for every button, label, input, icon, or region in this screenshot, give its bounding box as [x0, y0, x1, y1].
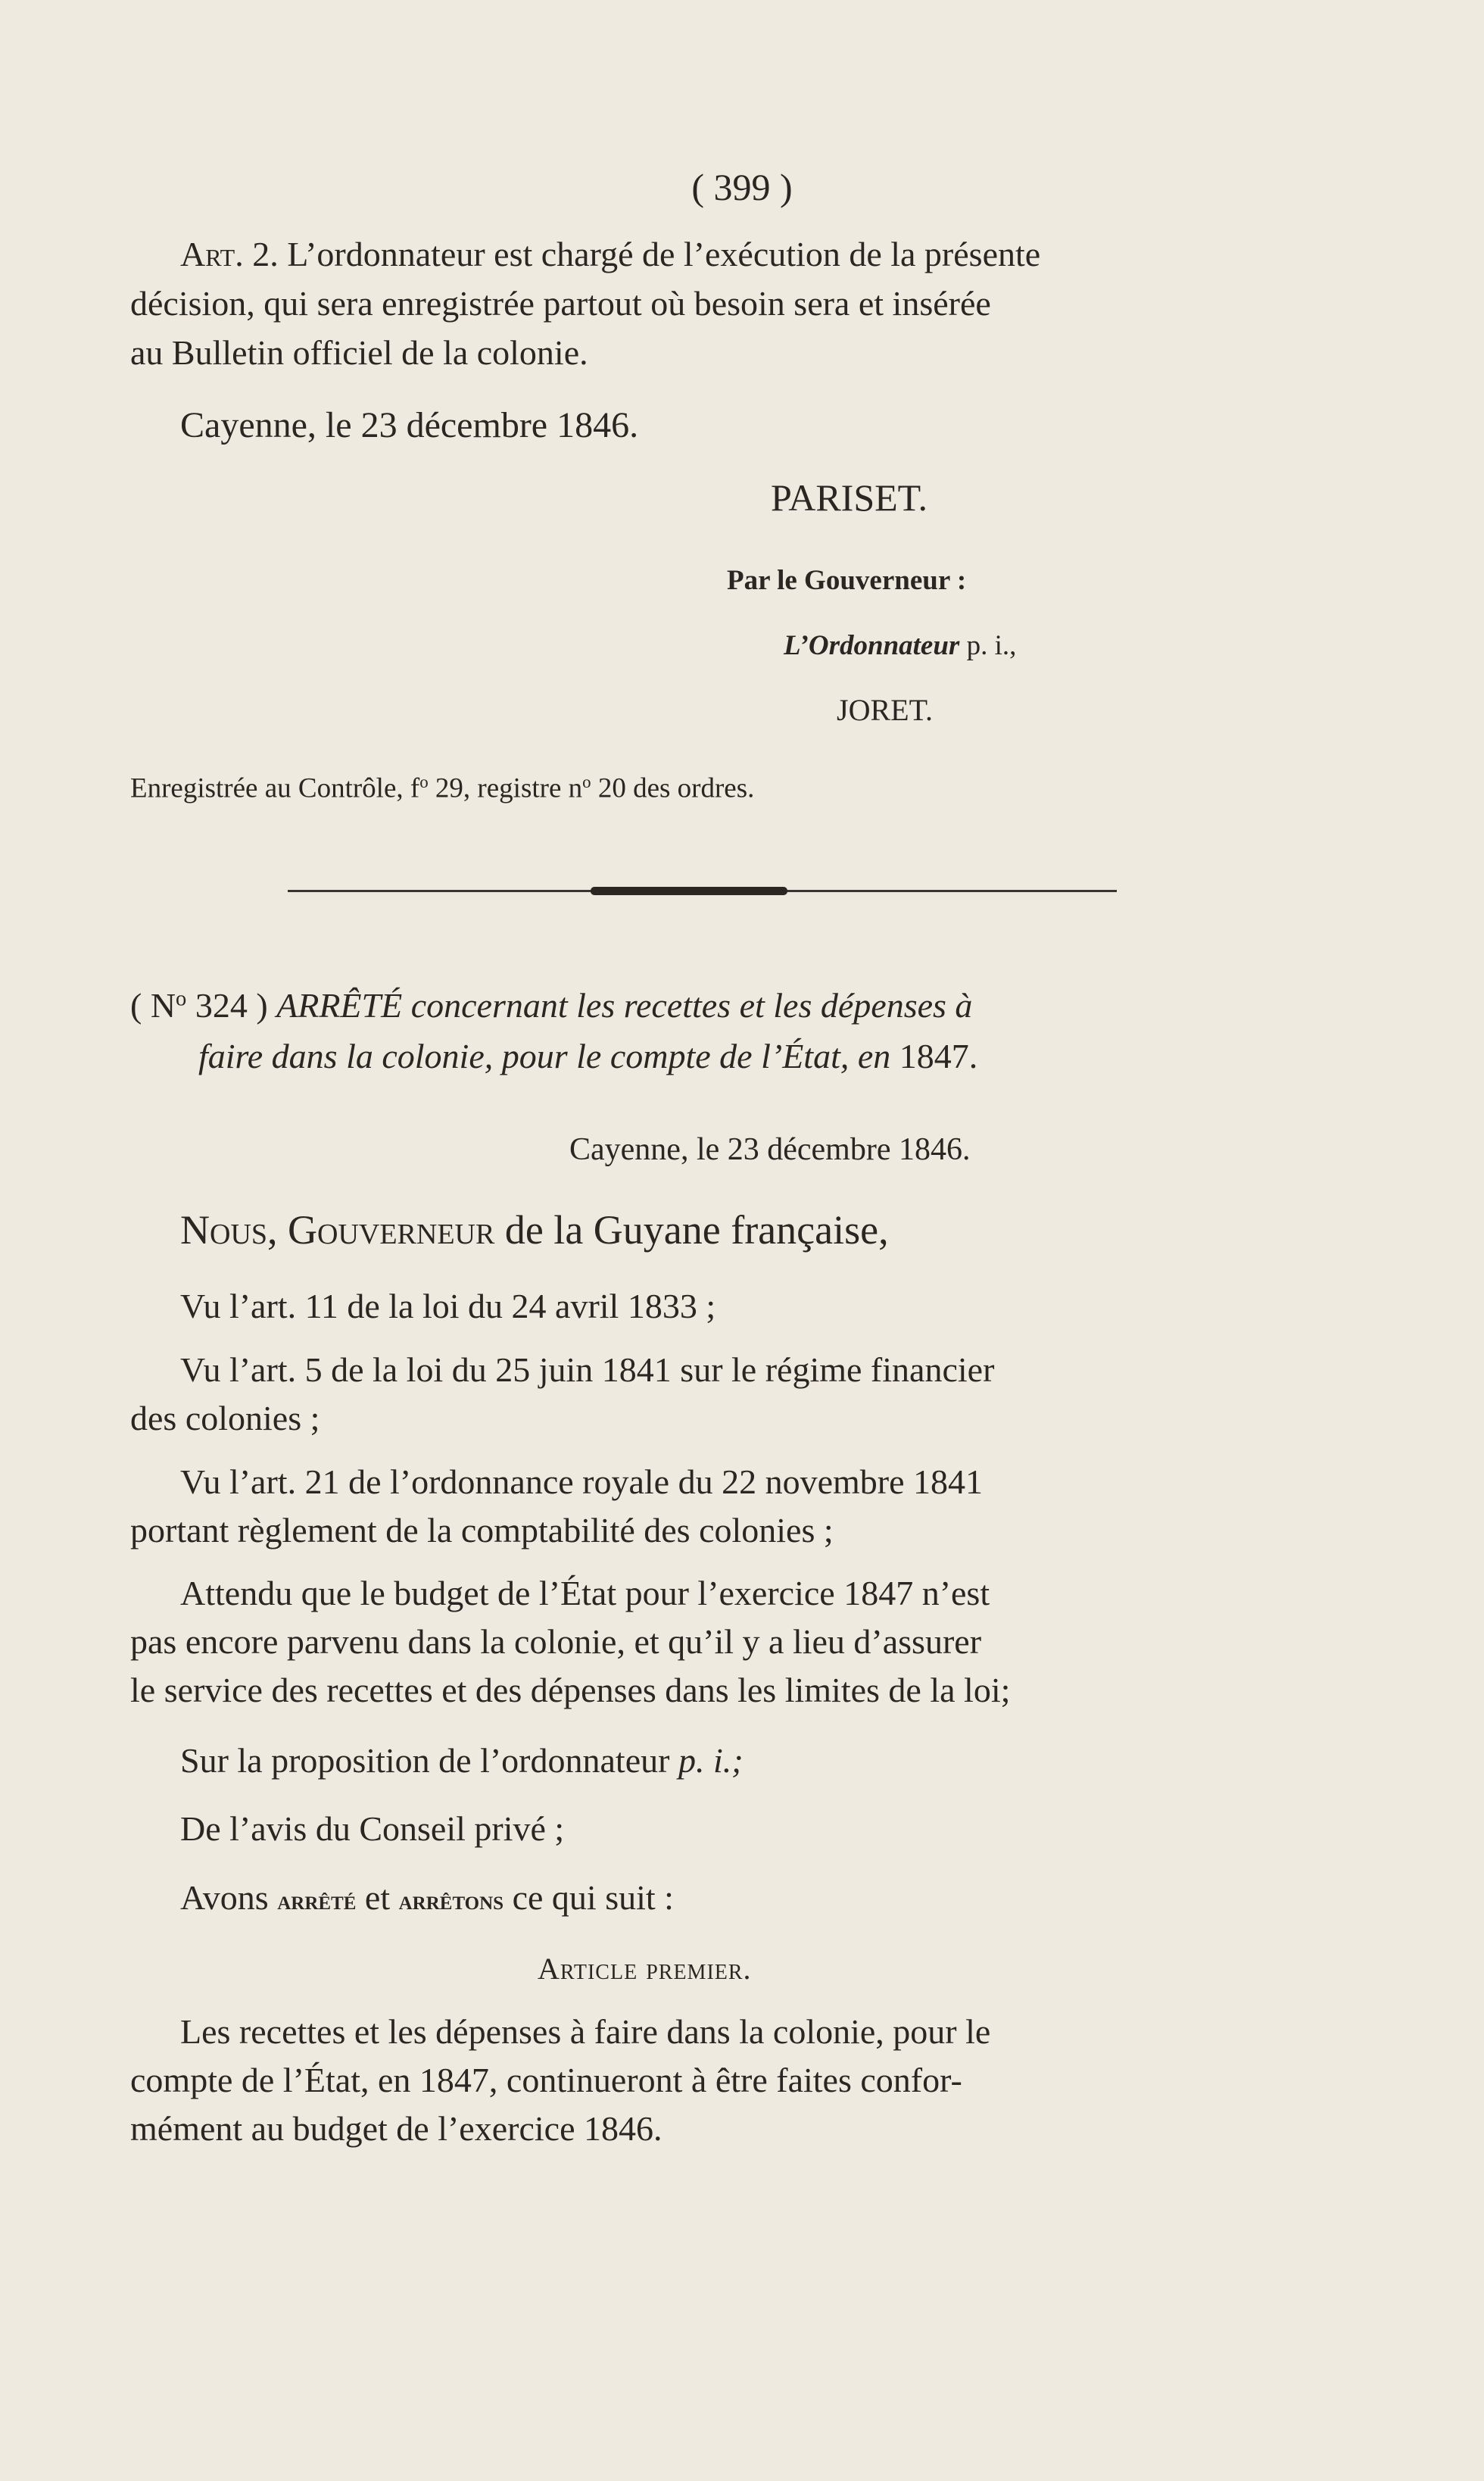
art2-line2: décision, qui sera enregistrée partout où besoin sera et insérée [130, 284, 991, 323]
art2-line1 [180, 237, 1040, 272]
decree-title-line2 [198, 1039, 977, 1074]
sur-proposition-text: Sur la proposition de l’ordonnateur [180, 1741, 678, 1780]
decree-number-prefix: ( N [130, 986, 176, 1025]
art2-line1-text: L’ordonnateur est chargé de l’exécution de la présente [278, 235, 1041, 273]
vu-ordonnance-line1: Vu l’art. 21 de l’ordonnance royale du 22 novembre 1841 [180, 1462, 984, 1501]
et-word: et [356, 1878, 399, 1917]
vu-ordonnance-line2: portant règlement de la comptabilité des colonies ; [130, 1511, 834, 1549]
decree-year: 1847. [890, 1037, 978, 1075]
sur-proposition-abbrev: p. i.; [678, 1741, 744, 1780]
nous-small-caps: Nous, Gouverneur [180, 1207, 495, 1253]
decree-title-line1 [130, 988, 972, 1023]
place-date-2: Cayenne, le 23 décembre 1846. [569, 1132, 971, 1167]
nous-gouverneur [180, 1207, 889, 1253]
avons-word: Avons [180, 1878, 278, 1917]
art2-label: Art. 2. [180, 235, 279, 273]
art2-line3: au Bulletin officiel de la colonie. [130, 333, 588, 372]
vu-loi-1841-line2: des colonies ; [130, 1399, 320, 1437]
final-line2: compte de l’État, en 1847, continueront à être faites confor- [130, 2061, 962, 2099]
final-line3: mément au budget de l’exercice 1846. [130, 2109, 662, 2148]
arretons-word: arrêtons [398, 1885, 504, 1915]
attendu-line3: le service des recettes et des dépenses dans les limites de la loi; [130, 1671, 1011, 1709]
nous-rest: de la Guyane française, [494, 1207, 889, 1253]
place-date-1: Cayenne, le 23 décembre 1846. [180, 405, 639, 445]
ordonnateur-title: L’Ordonnateur [784, 630, 960, 661]
decree-number: 324 ) [186, 986, 277, 1025]
de-l-avis: De l’avis du Conseil privé ; [180, 1809, 565, 1848]
signature-pariset: PARISET. [771, 476, 928, 519]
vu-loi-1833: Vu l’art. 11 de la loi du 24 avril 1833 ; [180, 1287, 716, 1325]
registration-prefix: Enregistrée au Contrôle, f [130, 772, 420, 804]
folio-superscript: o [419, 772, 429, 791]
ordonnateur-line [784, 632, 1016, 660]
ce-qui-suit: ce qui suit : [504, 1878, 674, 1917]
decree-title-text: ARRÊTÉ concernant les recettes et les dépenses à [276, 986, 973, 1025]
signature-joret: JORET. [837, 693, 934, 727]
section-divider-ornament [591, 887, 787, 895]
registration-suffix: 20 des ordres. [591, 772, 755, 804]
attendu-line2: pas encore parvenu dans la colonie, et qu’il y a lieu d’assurer [130, 1622, 982, 1661]
decree-title-line2-text: faire dans la colonie, pour le compte de l’État, en [198, 1037, 891, 1075]
page-number: ( 399 ) [691, 166, 793, 208]
attendu-line1: Attendu que le budget de l’État pour l’exercice 1847 n’est [180, 1574, 990, 1612]
article-premier-heading: Article premier. [538, 1952, 752, 1986]
vu-loi-1841-line1: Vu l’art. 5 de la loi du 25 juin 1841 sur le régime financier [180, 1350, 995, 1389]
registration-mid: 29, registre n [428, 772, 583, 804]
arrete-word: arrêté [277, 1885, 357, 1915]
registration-note [130, 774, 754, 803]
sur-proposition [180, 1743, 744, 1778]
par-le-gouverneur: Par le Gouverneur : [727, 565, 967, 596]
ordonnateur-suffix: p. i., [959, 630, 1017, 661]
number-superscript: o [582, 772, 591, 791]
avons-arrete [180, 1880, 674, 1915]
final-line1: Les recettes et les dépenses à faire dans la colonie, pour le [180, 2012, 991, 2051]
decree-number-superscript: o [176, 987, 187, 1011]
